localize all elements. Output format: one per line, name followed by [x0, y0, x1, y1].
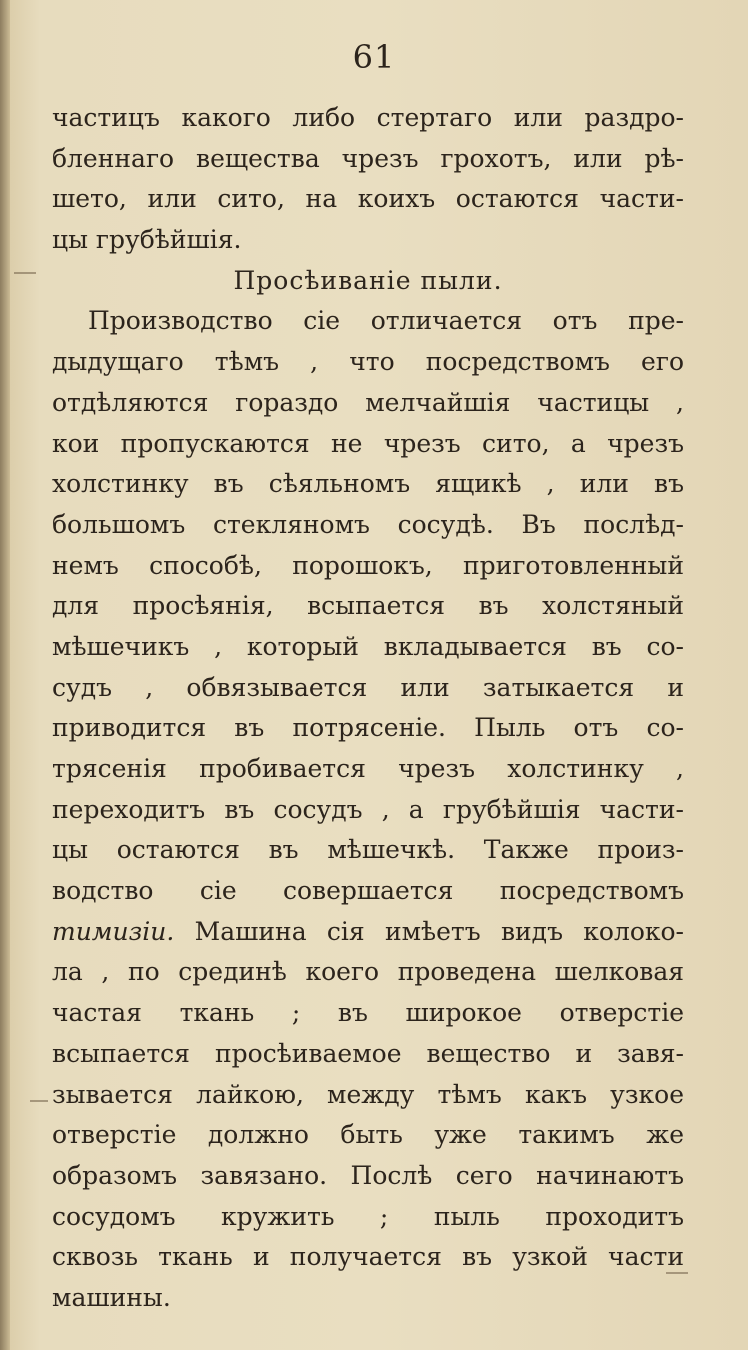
margin-mark: [14, 272, 36, 274]
italic-term: тимизіи.: [52, 916, 175, 946]
page-binding-edge: [0, 0, 10, 1350]
text-line: отдѣляются гораздо мелчайшія частицы ,: [52, 387, 684, 417]
margin-mark: [30, 1100, 48, 1102]
text-line: водство сіе совершается посредствомъ: [52, 876, 684, 906]
text-line: для просѣянія, всыпается въ холстяный: [52, 591, 684, 621]
text-line: сквозь ткань и получается въ узкой части: [52, 1242, 684, 1272]
text-line: сосудомъ кружить ; пыль проходитъ: [52, 1201, 684, 1231]
page-number: 61: [352, 38, 396, 76]
text-line: приводится въ потрясеніе. Пыль отъ со-: [52, 713, 684, 743]
text-line: частая ткань ; въ широкое отверстіе: [52, 998, 684, 1028]
text-line: холстинку въ сѣяльномъ ящикѣ , или въ: [52, 469, 684, 499]
text-line: машины.: [52, 1282, 171, 1312]
text-line: дыдущаго тѣмъ , что посредствомъ его: [52, 347, 684, 377]
text-line: кои пропускаются не чрезъ сито, а чрезъ: [52, 428, 684, 458]
text-line: трясенія пробивается чрезъ холстинку ,: [52, 754, 684, 783]
text-line-with-italic: [52, 912, 684, 953]
text-line: зывается лайкою, между тѣмъ какъ узкое: [52, 1079, 684, 1109]
text-line: мѣшечикъ , который вкладывается въ со-: [52, 631, 684, 661]
text-line: переходитъ въ сосудъ , а грубѣйшія части-: [52, 794, 684, 824]
text-line: цы остаются въ мѣшечкѣ. Также произ-: [52, 835, 684, 865]
text-line: судъ , обвязывается или затыкается и: [52, 672, 684, 702]
text-line: всыпается просѣиваемое вещество и завя-: [52, 1038, 684, 1068]
section-heading: Просѣиваніе пыли.: [233, 265, 503, 295]
text-line-rest: Машина сія имѣетъ видъ колоко-: [194, 916, 684, 946]
text-line: шето, или сито, на коихъ остаются части-: [52, 184, 684, 214]
text-line: большомъ стекляномъ сосудѣ. Въ послѣд-: [52, 509, 684, 539]
text-line: цы грубѣйшія.: [52, 225, 242, 255]
text-line: образомъ завязано. Послѣ сего начинаютъ: [52, 1160, 684, 1190]
text-line: ла , по срединѣ коего проведена шелковая: [52, 957, 684, 987]
text-line: бленнаго вещества чрезъ грохотъ, или рѣ-: [52, 143, 684, 173]
text-line: частицъ какого либо стертаго или раздро-: [52, 103, 684, 132]
text-line: отверстіе должно быть уже такимъ же: [52, 1120, 684, 1150]
body-text: [52, 98, 684, 1319]
text-line: немъ способѣ, порошокъ, приготовленный: [52, 550, 684, 580]
text-line: Производство сіе отличается отъ пре-: [88, 306, 684, 336]
